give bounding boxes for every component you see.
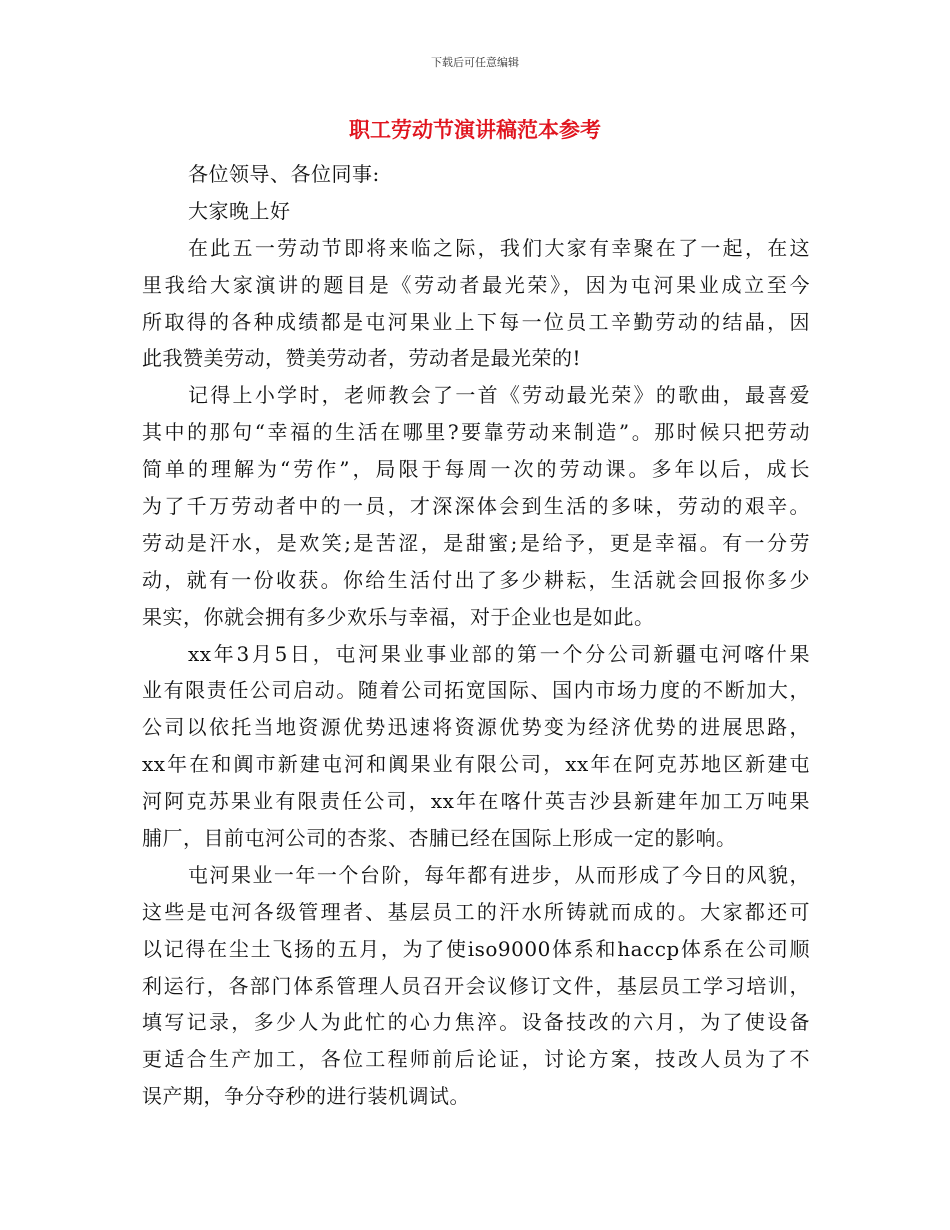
paragraph-4-line: 以记得在尘土飞扬的五月，为了使iso9000体系和haccp体系在公司顺: [142, 936, 810, 961]
paragraph-3-line: xx年3月5日，屯河果业事业部的第一个分公司新疆屯河喀什果: [188, 641, 810, 666]
paragraph-4-line: 填写记录，多少人为此忙的心力焦淬。设备技改的六月，为了使设备: [142, 1010, 810, 1035]
paragraph-2-line: 动，就有一份收获。你给生活付出了多少耕耘，生活就会回报你多少: [142, 567, 810, 592]
paragraph-4-line: 误产期，争分夺秒的进行装机调试。: [142, 1084, 470, 1109]
paragraph-3-line: 公司以依托当地资源优势迅速将资源优势变为经济优势的进展思路，: [142, 715, 810, 740]
salutation-line: 各位领导、各位同事:: [188, 162, 380, 186]
paragraph-1-line: 在此五一劳动节即将来临之际，我们大家有幸聚在了一起，在这: [188, 235, 810, 260]
paragraph-3-line: 业有限责任公司启动。随着公司拓宽国际、国内市场力度的不断加大，: [142, 678, 810, 703]
paragraph-2-line: 记得上小学时，老师教会了一首《劳动最光荣》的歌曲，最喜爱: [188, 383, 810, 408]
document-title: 职工劳动节演讲稿范本参考: [349, 118, 601, 142]
document-body: [142, 156, 810, 1115]
paragraph-2-line: 简单的理解为“劳作”，局限于每周一次的劳动课。多年以后，成长: [142, 457, 810, 482]
paragraph-4-line: 更适合生产加工，各位工程师前后论证，讨论方案，技改人员为了不: [142, 1047, 810, 1072]
header-note: 下载后可任意编辑: [431, 56, 519, 69]
paragraph-2-line: 果实，你就会拥有多少欢乐与幸福，对于企业也是如此。: [142, 604, 655, 629]
paragraph-1-line: 所取得的各种成绩都是屯河果业上下每一位员工辛勤劳动的结晶，因: [142, 309, 810, 334]
paragraph-2-line: 劳动是汗水，是欢笑;是苦涩，是甜蜜;是给予，更是幸福。有一分劳: [142, 530, 810, 555]
paragraph-3-line: 河阿克苏果业有限责任公司，xx年在喀什英吉沙县新建年加工万吨果: [142, 789, 810, 814]
paragraph-4-line: 屯河果业一年一个台阶，每年都有进步，从而形成了今日的风貌，: [188, 862, 810, 887]
greeting-line: 大家晚上好: [188, 198, 291, 223]
paragraph-2-line: 其中的那句“幸福的生活在哪里?要靠劳动来制造”。那时候只把劳动: [142, 420, 810, 445]
paragraph-2-line: 为了千万劳动者中的一员，才深深体会到生活的多味，劳动的艰辛。: [142, 494, 810, 519]
paragraph-4-line: 利运行，各部门体系管理人员召开会议修订文件，基层员工学习培训，: [142, 973, 810, 998]
paragraph-3-line: xx年在和阗市新建屯河和阗果业有限公司，xx年在阿克苏地区新建屯: [142, 752, 810, 777]
paragraph-3-line: 脯厂，目前屯河公司的杏浆、杏脯已经在国际上形成一定的影响。: [142, 826, 737, 851]
paragraph-4-line: 这些是屯河各级管理者、基层员工的汗水所铸就而成的。大家都还可: [142, 899, 810, 924]
paragraph-1-line: 此我赞美劳动，赞美劳动者，劳动者是最光荣的!: [142, 346, 582, 371]
paragraph-1-line: 里我给大家演讲的题目是《劳动者最光荣》，因为屯河果业成立至今: [142, 272, 810, 297]
